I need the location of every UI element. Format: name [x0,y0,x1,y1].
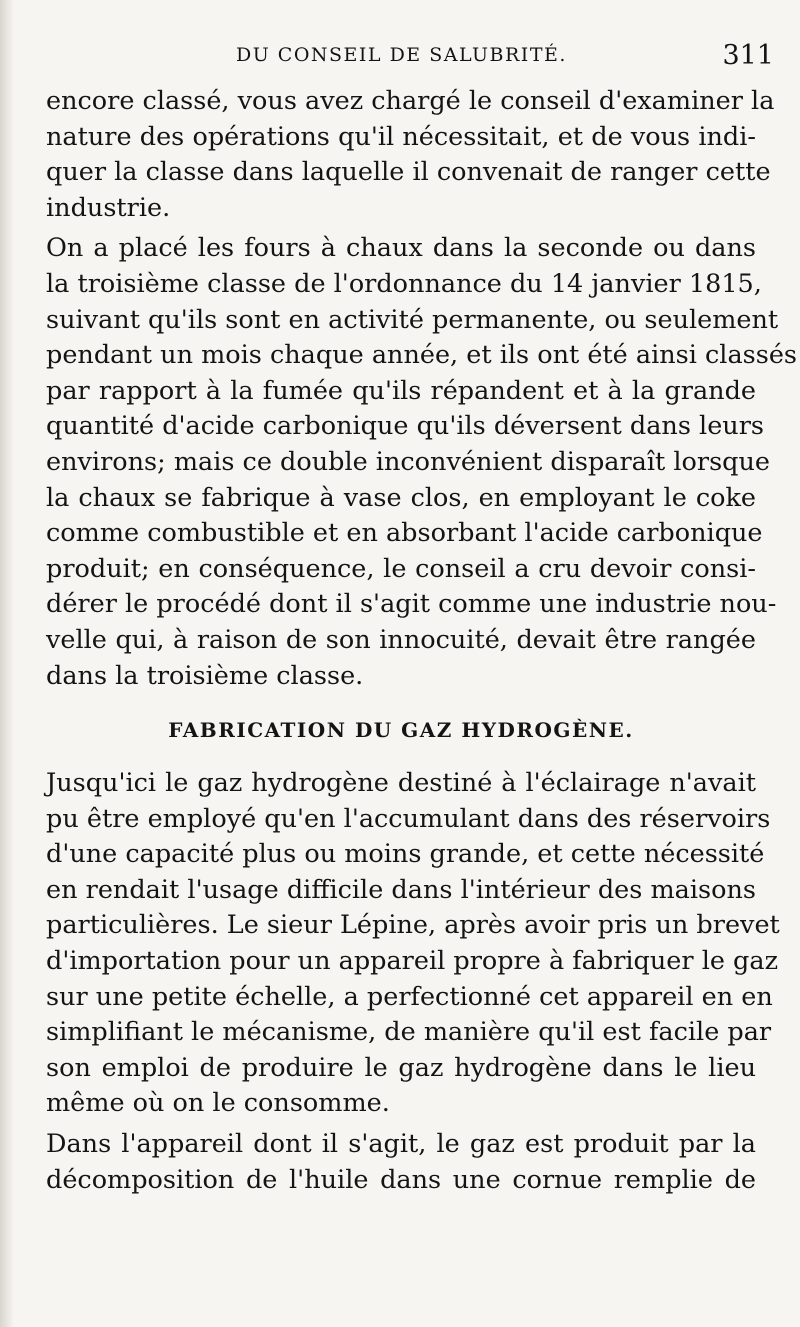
paragraph-1 [46,84,775,226]
running-title: DU CONSEIL DE SALUBRITÉ. [236,44,567,66]
text-line: produit; en conséquence, le conseil a cru devoir consi- [46,553,756,584]
text-line: comme combustible et en absorbant l'acide carbonique [46,518,763,549]
text-line: son emploi de produire le gaz hydrogène dans le lieu [46,1052,756,1083]
text-line: d'une capacité plus ou moins grande, et cette nécessité [46,839,765,870]
text-line: même où on le consomme. [46,1088,390,1119]
page-gutter-shadow [0,0,14,1327]
text-line: dérer le procédé dont il s'agit comme une industrie nou- [46,589,777,620]
text-line: par rapport à la fumée qu'ils répandent et à la grande [46,375,756,406]
text-line: velle qui, à raison de son innocuité, devait être rangée [46,624,756,655]
paragraph-4 [46,1127,756,1198]
text-line: la troisième classe de l'ordonnance du 14 janvier 1815, [46,268,762,299]
text-line: Jusqu'ici le gaz hydrogène destiné à l'éclairage n'avait [46,768,756,799]
text-line: environs; mais ce double inconvénient disparaît lorsque [46,446,770,477]
text-line: encore classé, vous avez chargé le conseil d'examiner la [46,86,775,116]
section-heading: FABRICATION DU GAZ HYDROGÈNE. [168,718,634,743]
text-line: en rendait l'usage difficile dans l'intérieur des maisons [46,874,756,905]
text-line: pu être employé qu'en l'accumulant dans des réservoirs [46,803,771,834]
text-line: la chaux se fabrique à vase clos, en employant le coke [46,482,756,513]
body-text [46,84,797,1198]
text-line: suivant qu'ils sont en activité permanente, ou seulement [46,304,779,335]
text-line: décomposition de l'huile dans une cornue remplie de [46,1164,756,1195]
text-line: particulières. Le sieur Lépine, après avoir pris un brevet [46,910,780,941]
text-line: quantité d'acide carbonique qu'ils déversent dans leurs [46,411,764,442]
paragraph-2 [46,231,797,694]
text-line: dans la troisième classe. [46,660,364,691]
running-header [46,40,774,80]
text-line: simplifiant le mécanisme, de manière qu'il est facile par [46,1017,772,1048]
paragraph-3 [46,766,780,1122]
text-line: pendant un mois chaque année, et ils ont été ainsi classés [46,340,797,371]
text-line: quer la classe dans laquelle il convenait de ranger cette [46,157,771,188]
text-line: sur une petite échelle, a perfectionné cet appareil en en [46,981,773,1012]
text-line: On a placé les fours à chaux dans la seconde ou dans [46,233,756,264]
text-line: Dans l'appareil dont il s'agit, le gaz est produit par la [46,1129,756,1160]
text-line: industrie. [46,192,171,223]
text-line: d'importation pour un appareil propre à fabriquer le gaz [46,946,779,977]
text-line: nature des opérations qu'il nécessitait, et de vous indi- [46,121,756,152]
page-number: 311 [722,40,774,71]
